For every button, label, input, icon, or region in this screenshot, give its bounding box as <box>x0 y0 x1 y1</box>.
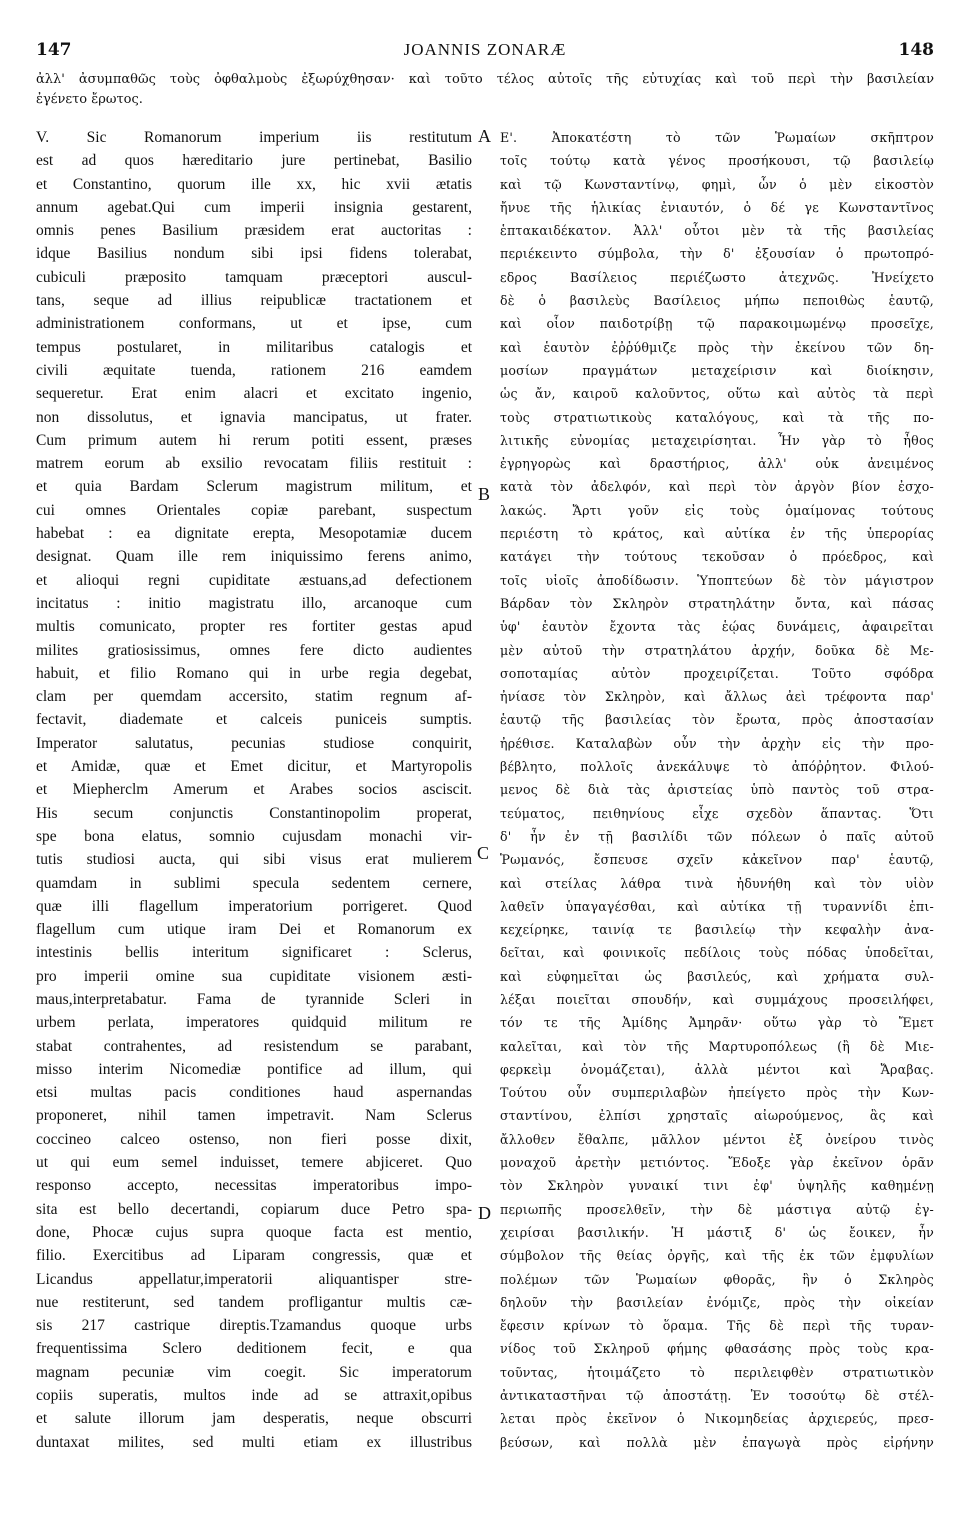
latin-text-line: est ad quos hæreditario jure pertinebat, Basilio <box>36 152 472 170</box>
greek-text-line: λαθεῖν ὑπαγαγέσθαι, καὶ αὐτίκα τῇ τυραννίδι ἐπι- <box>500 898 934 914</box>
greek-text-line: καὶ στείλας λάθρα τινὰ ἠδυνήθη καὶ τὸν υἱὸν <box>500 875 934 891</box>
greek-text-line: βέβλητο, πολλοῖς ἀνεκάλυψε τὸ ἀπόῤῥητον. Φιλού- <box>500 759 934 775</box>
greek-text-line: ἔφεσιν κρίνων τὸ ὅραμα. Τῆς δὲ περὶ τῆς τυραν- <box>500 1318 934 1334</box>
latin-text-line: et alioqui regni cupiditate æstuans,ad defectionem <box>36 571 472 589</box>
latin-text-line: duntaxat milites, sed multi etiam ex illustribus <box>36 1433 472 1451</box>
greek-text-line: Ῥωμανός, ἔσπευσε σχεῖν κἀκεῖνον παρ' ἑαυτῷ, <box>500 852 934 868</box>
greek-text-line: περιωπῆς προσελθεῖν, τὴν δὲ μάστιγα αὐτῷ ἐγ- <box>500 1201 934 1217</box>
greek-text-line: ἐγρηγορὼς καὶ δραστήριος, ἀλλ' οὐκ ἀνειμένος <box>500 456 934 472</box>
latin-text-line: coccineo calceo ostenso, non fieri posse dixit, <box>36 1130 472 1148</box>
latin-text-line: flagellum cum utique iram Dei et Romanorum ex <box>36 921 472 939</box>
intro-line: ἀλλ' ἀσυμπαθῶς τοὺς ὀφθαλμοὺς ἐξωρύχθησαν· καὶ τοῦτο τέλος αὐτοῖς τῆς εὐτυχίας καὶ τοῦ περὶ τὴν βασιλείαν <box>36 72 934 87</box>
greek-text-line: ὑφ' ἑαυτὸν ἔχοντα τὰς ἑῴας δυνάμεις, ἀφαιρεῖται <box>500 619 934 635</box>
latin-text-line: idque Basilius nondum sibi ipsi fidens tolerabat, <box>36 245 472 263</box>
greek-text-line: μενος δὲ διὰ τὰς ἀριστείας ὑπὸ παντὸς τοῦ στρα- <box>500 782 934 798</box>
latin-text-line: sequeretur. Erat enim alacri et excitato ingenio, <box>36 385 472 403</box>
latin-text-line: responso accepto, necessitas imperatoribus impo- <box>36 1177 472 1195</box>
greek-text-line: περιέκειντο σύμβολα, τὴν δ' ἐξουσίαν ὁ πρωτοπρό- <box>500 246 934 262</box>
greek-text-line: ἠρέθισε. Καταλαβὼν οὖν τὴν ἀρχὴν εἰς τὴν προ- <box>500 735 934 751</box>
latin-text-line: cui omnes Orientales copiæ parebant, suspectum <box>36 501 472 519</box>
greek-text-line: ἠνίασε τὸν Σκληρὸν, καὶ ἄλλως ἀεὶ τρέφοντα παρ' <box>500 689 934 705</box>
latin-text-line: copiis superatis, multos inde ad se attraxit,opibus <box>36 1387 472 1405</box>
greek-text-line: τοῖς υἱοῖς ἀποδίδωσιν. Ὑποπτεύων δὲ τὸν μάγιστρον <box>500 572 934 588</box>
latin-text-line: proponeret, nihil tamen impetravit. Nam Sclerus <box>36 1107 472 1125</box>
greek-text-line: νίδος τοῦ Σκληροῦ φήμης φθασάσης πρὸς τοὺς κρα- <box>500 1341 934 1357</box>
latin-text-line: administrationem conformans, ut et ipse, cum <box>36 315 472 333</box>
greek-text-line: τοῦντας, ἡτοιμάζετο τὸ περιλειφθὲν στρατιωτικὸν <box>500 1364 934 1380</box>
latin-text-line: filio. Exercitibus ad Liparam congressis, quæ et <box>36 1247 472 1265</box>
greek-text-line: λεται πρὸς ἐκεῖνον ὁ Νικομηδείας ἀρχιερεύς, πρεσ- <box>500 1411 934 1427</box>
latin-text-line: incitatus : initio magistratu illo, arcanoque cum <box>36 594 472 612</box>
section-marker-c: C <box>477 843 490 863</box>
running-title: JOANNIS ZONARÆ <box>403 40 567 59</box>
latin-text-line: His secum conjunctis Constantinopolim properat, <box>36 804 472 822</box>
latin-text-line: quæ illi flagellum imperatorium porrigeret. Quod <box>36 897 472 915</box>
latin-text-line: et Constantino, quorum ille xx, hic xvii ætatis <box>36 175 472 193</box>
latin-text-line: ut qui eum semel induisset, temere abjiceret. Quo <box>36 1154 472 1172</box>
latin-text-line: etsi multas pacis conditiones haud aspernandas <box>36 1084 472 1102</box>
latin-text-line: pro imperii omine sua cupiditate visionem æsti- <box>36 967 472 985</box>
latin-text-line: cubiculi præposito tamquam præceptori auscul- <box>36 268 472 286</box>
latin-text-line: multis comunicato, propter res fortiter gestas apud <box>36 618 472 636</box>
latin-text-line: omnis penes Basilium præsidem erat auctoritas : <box>36 222 472 240</box>
greek-text-line: ὡς ἄν, καιροῦ καλοῦντος, οὕτω καὶ αὐτὸς τὰ περὶ <box>500 386 934 402</box>
greek-text-line: τοὺς στρατιωτικοὺς καταλόγους, καὶ τὰ τῆς πο- <box>500 409 934 425</box>
latin-text-line: et salute illorum jam desperatis, neque obscurri <box>36 1410 472 1428</box>
greek-text-line: καὶ τῷ Κωνσταντίνῳ, φημὶ, ὧν ὁ μὲν εἰκοστὸν <box>500 176 934 192</box>
latin-text-line: urbem perlata, imperatores quidquid militum re <box>36 1014 472 1032</box>
greek-text-line: ἑπτακαιδέκατον. Ἀλλ' οὗτοι μὲν τὰ τῆς βασιλείας <box>500 223 934 239</box>
greek-text-line: φερκεὶμ ὀνομάζεται), ἀλλὰ μέντοι καὶ Ἄραβας. <box>500 1061 934 1077</box>
latin-text-line: annum agebat.Qui cum imperii insignia gestarent, <box>36 198 472 216</box>
latin-text-line: et Amidæ, quæ et Emet dicitur, et Martyropolis <box>36 758 472 776</box>
page-header <box>36 40 934 64</box>
greek-text-line: σοποταμίας αὐτὸν προχειρίζεται. Τοῦτο σφόδρα <box>500 665 934 681</box>
greek-text-line: δηλοῦν τὴν βασιλείαν ἐνόμιζε, πρὸς τὴν οἰκείαν <box>500 1294 934 1310</box>
latin-text-line: tans, seque ad illius reipublicæ tractationem et <box>36 292 472 310</box>
latin-text-line: tutis studiosi aucta, qui sibi visus erat mulierem <box>36 851 472 869</box>
greek-text-line: κατὰ τὸν ἀδελφόν, καὶ περὶ τὸν ἀργὸν βίον ἐσχο- <box>500 479 934 495</box>
greek-text-line: κεχείρηκε, ταινίᾳ τε βασιλείῳ τὴν κεφαλὴν ἀνα- <box>500 922 934 938</box>
latin-text-line: Cum primum autem hi rerum potiti essent, præses <box>36 431 472 449</box>
latin-text-line: habuit, et filio Romano qui in urbe regia degebat, <box>36 664 472 682</box>
greek-text-line: κατάγει τὴν τούτους τεκοῦσαν ὁ πρόεδρος, καὶ <box>500 549 934 565</box>
greek-text-line: μοσίων πραγμάτων μεταχείρισιν καὶ διοίκησιν, <box>500 362 934 378</box>
greek-text-line: δεῖται, καὶ φοινικοῖς πεδίλοις τοὺς πόδας ὑποδεῖται, <box>500 945 934 961</box>
latin-text-line: matrem eorum ab exsilio revocatam filiis restituit : <box>36 455 472 473</box>
greek-text-line: Βάρδαν τὸν Σκληρὸν στρατηλάτην ὄντα, καὶ πάσας <box>500 595 934 611</box>
greek-text-line: λακώς. Ἄρτι γοῦν εἰς τοὺς ὁμαίμονας τούτους <box>500 502 934 518</box>
latin-text-line: et quia Bardam Sclerum magistrum militum, et <box>36 478 472 496</box>
greek-text-line: σταντίνου, ἐλπίσι χρησταῖς αἰωρούμενος, ἃς καὶ <box>500 1108 934 1124</box>
latin-text-line: done, Phocæ cujus supra quoque facta est mentio, <box>36 1223 472 1241</box>
greek-column <box>500 126 934 1454</box>
latin-text-line: misso interim Nicomediæ pontifice ad illum, qui <box>36 1060 472 1078</box>
greek-text-line: Τούτου οὖν συμπεριλαβὼν ἠπείγετο πρὸς τὴν Κων- <box>500 1085 934 1101</box>
latin-text-line: non dissolutus, et ignavia mancipatus, ut frater. <box>36 408 472 426</box>
greek-text-line: λιτικῆς εὐνομίας μεταχειρίσηται. Ἦν γὰρ τὸ ἦθος <box>500 432 934 448</box>
latin-text-line: spe bona elatus, somnio cujusdam monachi vir- <box>36 827 472 845</box>
greek-text-line: ἀντικαταστῆναι τῷ ἀποστάτῃ. Ἐν τοσούτῳ δὲ στέλ- <box>500 1388 934 1404</box>
latin-text-line: stabat contrahentes, ad resistendum se parabant, <box>36 1037 472 1055</box>
greek-text-line: καὶ οἷον παιδοτρίβῃ τῷ παρακοιμωμένῳ προσεῖχε, <box>500 316 934 332</box>
latin-text-line: sis 217 castrique direptis.Tzamandus quoque urbs <box>36 1317 472 1335</box>
greek-text-line: χειρίσαι βασιλικήν. Ἡ μάστιξ δ' ὡς ἔοικεν, ἦν <box>500 1224 934 1240</box>
greek-text-line: βεύσων, καὶ πολλὰ μὲν ἐπαγωγὰ πρὸς εἰρήνην <box>500 1434 934 1450</box>
greek-text-line: δ' ἦν ἐν τῇ βασιλίδι τῶν πόλεων ὁ παῖς αὐτοῦ <box>500 828 934 844</box>
greek-text-line: περιέστη τὸ κράτος, καὶ αὐτίκα ἐν τῆς ὑπερορίας <box>500 526 934 542</box>
greek-text-line: καὶ εὐφημεῖται ὡς βασιλεύς, καὶ χρήματα συλ- <box>500 968 934 984</box>
greek-text-line: ἤνυε τῆς ἡλικίας ἐνιαυτόν, ὁ δέ γε Κωνσταντῖνος <box>500 199 934 215</box>
intro-greek-text <box>36 70 934 110</box>
greek-text-line: τὸν Σκληρὸν γυναικί τινι ἐφ' ὑψηλῆς καθημένῃ <box>500 1178 934 1194</box>
latin-text-line: civili æquitate tuenda, rationem 216 eamdem <box>36 361 472 379</box>
greek-text-line: δὲ ὁ βασιλεὺς Βασίλειος μήπω πεποιθὼς ἑαυτῷ, <box>500 293 934 309</box>
latin-text-line: milites gratiosissimus, omnes fere dicto audientes <box>36 641 472 659</box>
greek-text-line: σύμβολον τῆς θείας ὀργῆς, καὶ τῆς ἐκ τῶν ἐμφυλίων <box>500 1248 934 1264</box>
greek-text-line: λέξαι ποιεῖται σπουδήν, καὶ συμμάχους προσειλήφει, <box>500 991 934 1007</box>
greek-text-line: τεύματος, πειθηνίους εἶχε σχεδὸν ἅπαντας. Ὅτι <box>500 805 934 821</box>
latin-text-line: quamdam in sublimi specula sedentem cernere, <box>36 874 472 892</box>
latin-text-line: tempus postularet, in militaribus catalogis et <box>36 338 472 356</box>
latin-text-line: fectavit, diademate et calceis puniceis sumptis. <box>36 711 472 729</box>
left-page-number: 147 <box>36 40 72 60</box>
latin-text-line: frequentissima Sclero deditionem fecit, e qua <box>36 1340 472 1358</box>
greek-text-line: πολέμων τῶν Ῥωμαίων φθορᾶς, ἣν ὁ Σκληρὸς <box>500 1271 934 1287</box>
greek-text-line: καὶ ἑαυτὸν ἐῤῥύθμιζε πρὸς τὴν ἐκείνου τῶν δη- <box>500 339 934 355</box>
latin-text-line: V. Sic Romanorum imperium iis restitutum <box>36 129 472 146</box>
latin-text-line: et Miepherclm Amerum et Arabes socios asciscit. <box>36 781 472 799</box>
latin-text-line: magnam pecuniæ vim coegit. Sic imperatorum <box>36 1363 472 1381</box>
latin-text-line: designat. Quam ille rem iniquissimo ferens animo, <box>36 548 472 566</box>
greek-text-line: μὲν αὐτοῦ τὴν στρατηλάτου ἀρχήν, δοῦκα δὲ Με- <box>500 642 934 658</box>
greek-text-line: τοῖς τούτῳ κατὰ γένος προσήκουσι, τῷ βασιλείῳ <box>500 153 934 169</box>
greek-text-line: ἄλλοθεν ἔθαλπε, μᾶλλον μέντοι ἐξ ὀνείρου τινὸς <box>500 1131 934 1147</box>
latin-text-line: sita est bello decertandi, copiarum duce Petro spa- <box>36 1200 472 1218</box>
greek-text-line: ἑαυτῷ τῆς βασιλείας τὸν ἔρωτα, πρὸς ἀποστασίαν <box>500 712 934 728</box>
greek-text-line: καλεῖται, καὶ τὸν τῆς Μαρτυροπόλεως (ἢ δὲ Μιε- <box>500 1038 934 1054</box>
latin-text-line: nue restiterunt, sed tandem profligantur multis cæ- <box>36 1293 472 1311</box>
latin-column <box>36 126 472 1454</box>
latin-text-line: intestinis bellis interitum significaret : Sclerus, <box>36 944 472 962</box>
latin-text-line: maus,interpretabatur. Fama de tyrannide Scleri in <box>36 990 472 1008</box>
greek-text-line: μοναχοῦ ἀρετὴν μετιόντος. Ἔδοξε γὰρ ἐκεῖνον ὁρᾶν <box>500 1155 934 1171</box>
section-marker-a: A <box>478 126 491 146</box>
latin-text-line: Imperator salutatus, pecunias studiose conquirit, <box>36 734 472 752</box>
greek-text-line: τόν τε τῆς Ἀμίδης Ἀμηρᾶν· οὕτω γὰρ τὸ Ἔμετ <box>500 1015 934 1031</box>
right-page-number: 148 <box>898 40 934 60</box>
latin-text-line: habebat : ea dignitate erepta, Mesopotamiæ ducem <box>36 525 472 543</box>
greek-text-line: Ε'. Ἀποκατέστη τὸ τῶν Ῥωμαίων σκῆπτρον <box>500 130 934 145</box>
latin-text-line: Licandus appellatur,imperatorii aliquantisper stre- <box>36 1270 472 1288</box>
intro-line: ἐγένετο ἔρωτος. <box>36 92 143 107</box>
latin-text-line: clam per quemdam accersito, statim regnum af- <box>36 688 472 706</box>
section-marker-d: D <box>478 1203 491 1223</box>
section-marker-b: B <box>478 484 491 504</box>
greek-text-line: εδρος Βασίλειος περιέζωστο ἀτεχνῶς. Ἠνείχετο <box>500 269 934 285</box>
